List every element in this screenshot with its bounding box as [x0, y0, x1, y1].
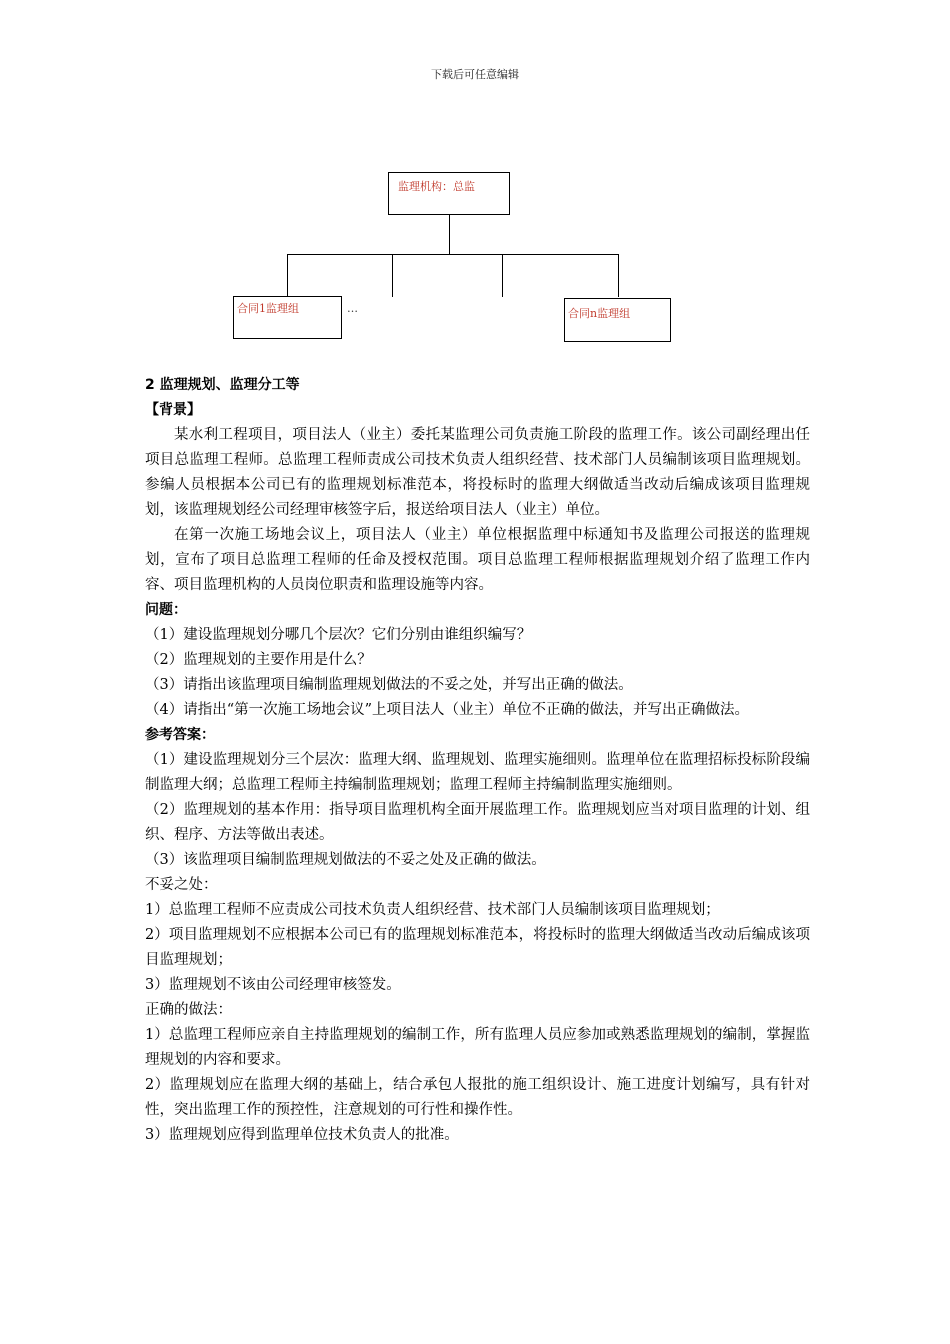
- correct-item: 2）监理规划应在监理大纲的基础上，结合承包人报批的施工组织设计、施工进度计划编写，具有针对性，突出监理工作的预控性，注意规划的可行性和操作性。: [145, 1077, 810, 1118]
- org-box-group-1: [233, 296, 342, 339]
- answer-item: （3）该监理项目编制监理规划做法的不妥之处及正确的做法。: [145, 852, 546, 868]
- org-box-group-n-label: 合同n监理组: [568, 307, 631, 320]
- improper-item: 3）监理规划不该由公司经理审核签发。: [145, 977, 401, 993]
- improper-item: 1）总监理工程师不应责成公司技术负责人组织经营、技术部门人员编制该项目监理规划；: [145, 902, 720, 918]
- background-paragraph: 某水利工程项目，项目法人（业主）委托某监理公司负责施工阶段的监理工作。该公司副经理出任项目总监理工程师。总监理工程师责成公司技术负责人组织经营、技术部门人员编制该项目监理规划。参编人员根据本公司已有的监理规划标准范本，将投标时的监理大纲做适当改动后编成该项目监理规划，该监理规划经公司经理审核签字后，报送给项目法人（业主）单位。: [145, 427, 810, 518]
- correct-item: 3）监理规划应得到监理单位技术负责人的批准。: [145, 1127, 459, 1143]
- org-box-group-1-label: 合同1监理组: [237, 302, 299, 315]
- section-title: 2 监理规划、监理分工等: [145, 377, 300, 393]
- improper-item: 2）项目监理规划不应根据本公司已有的监理规划标准范本，将投标时的监理大纲做适当改动后编成该项目监理规划；: [145, 927, 810, 968]
- questions-heading: 问题：: [145, 602, 187, 618]
- org-connector-branch-3: [502, 254, 503, 297]
- org-chart: [0, 0, 950, 360]
- org-connector-branch-1: [287, 254, 288, 297]
- document-body: [145, 373, 810, 1148]
- correct-item: 1）总监理工程师应亲自主持监理规划的编制工作，所有监理人员应参加或熟悉监理规划的编制，掌握监理规划的内容和要求。: [145, 1027, 810, 1068]
- question-item: （1）建设监理规划分哪几个层次？它们分别由谁组织编写？: [145, 627, 532, 643]
- background-heading: 【背景】: [145, 402, 201, 418]
- answer-item: （2）监理规划的基本作用：指导项目监理机构全面开展监理工作。监理规划应当对项目监理的计划、组织、程序、方法等做出表述。: [145, 802, 810, 843]
- org-box-director: [388, 172, 510, 215]
- org-box-group-n: [564, 298, 671, 342]
- org-connector-branch-2: [392, 254, 393, 297]
- org-connector-horizontal: [287, 254, 619, 255]
- correct-heading: 正确的做法：: [145, 1002, 232, 1018]
- question-item: （4）请指出“第一次施工场地会议”上项目法人（业主）单位不正确的做法，并写出正确做法。: [145, 702, 750, 718]
- org-connector-branch-4: [618, 254, 619, 297]
- background-paragraph: 在第一次施工场地会议上，项目法人（业主）单位根据监理中标通知书及监理公司报送的监理规划，宣布了项目总监理工程师的任命及授权范围。项目总监理工程师根据监理规划介绍了监理工作内容、项目监理机构的人员岗位职责和监理设施等内容。: [145, 527, 810, 593]
- page-header-note: 下载后可任意编辑: [431, 68, 519, 81]
- question-item: （2）监理规划的主要作用是什么？: [145, 652, 372, 668]
- improper-heading: 不妥之处：: [145, 877, 218, 893]
- org-ellipsis: …: [347, 302, 358, 315]
- answers-heading: 参考答案：: [145, 727, 215, 743]
- answer-item: （1）建设监理规划分三个层次：监理大纲、监理规划、监理实施细则。监理单位在监理招标投标阶段编制监理大纲；总监理工程师主持编制监理规划；监理工程师主持编制监理实施细则。: [145, 752, 810, 793]
- question-item: （3）请指出该监理项目编制监理规划做法的不妥之处，并写出正确的做法。: [145, 677, 633, 693]
- org-box-director-label: 监理机构：总监: [398, 180, 475, 193]
- org-connector-vertical-top: [449, 215, 450, 255]
